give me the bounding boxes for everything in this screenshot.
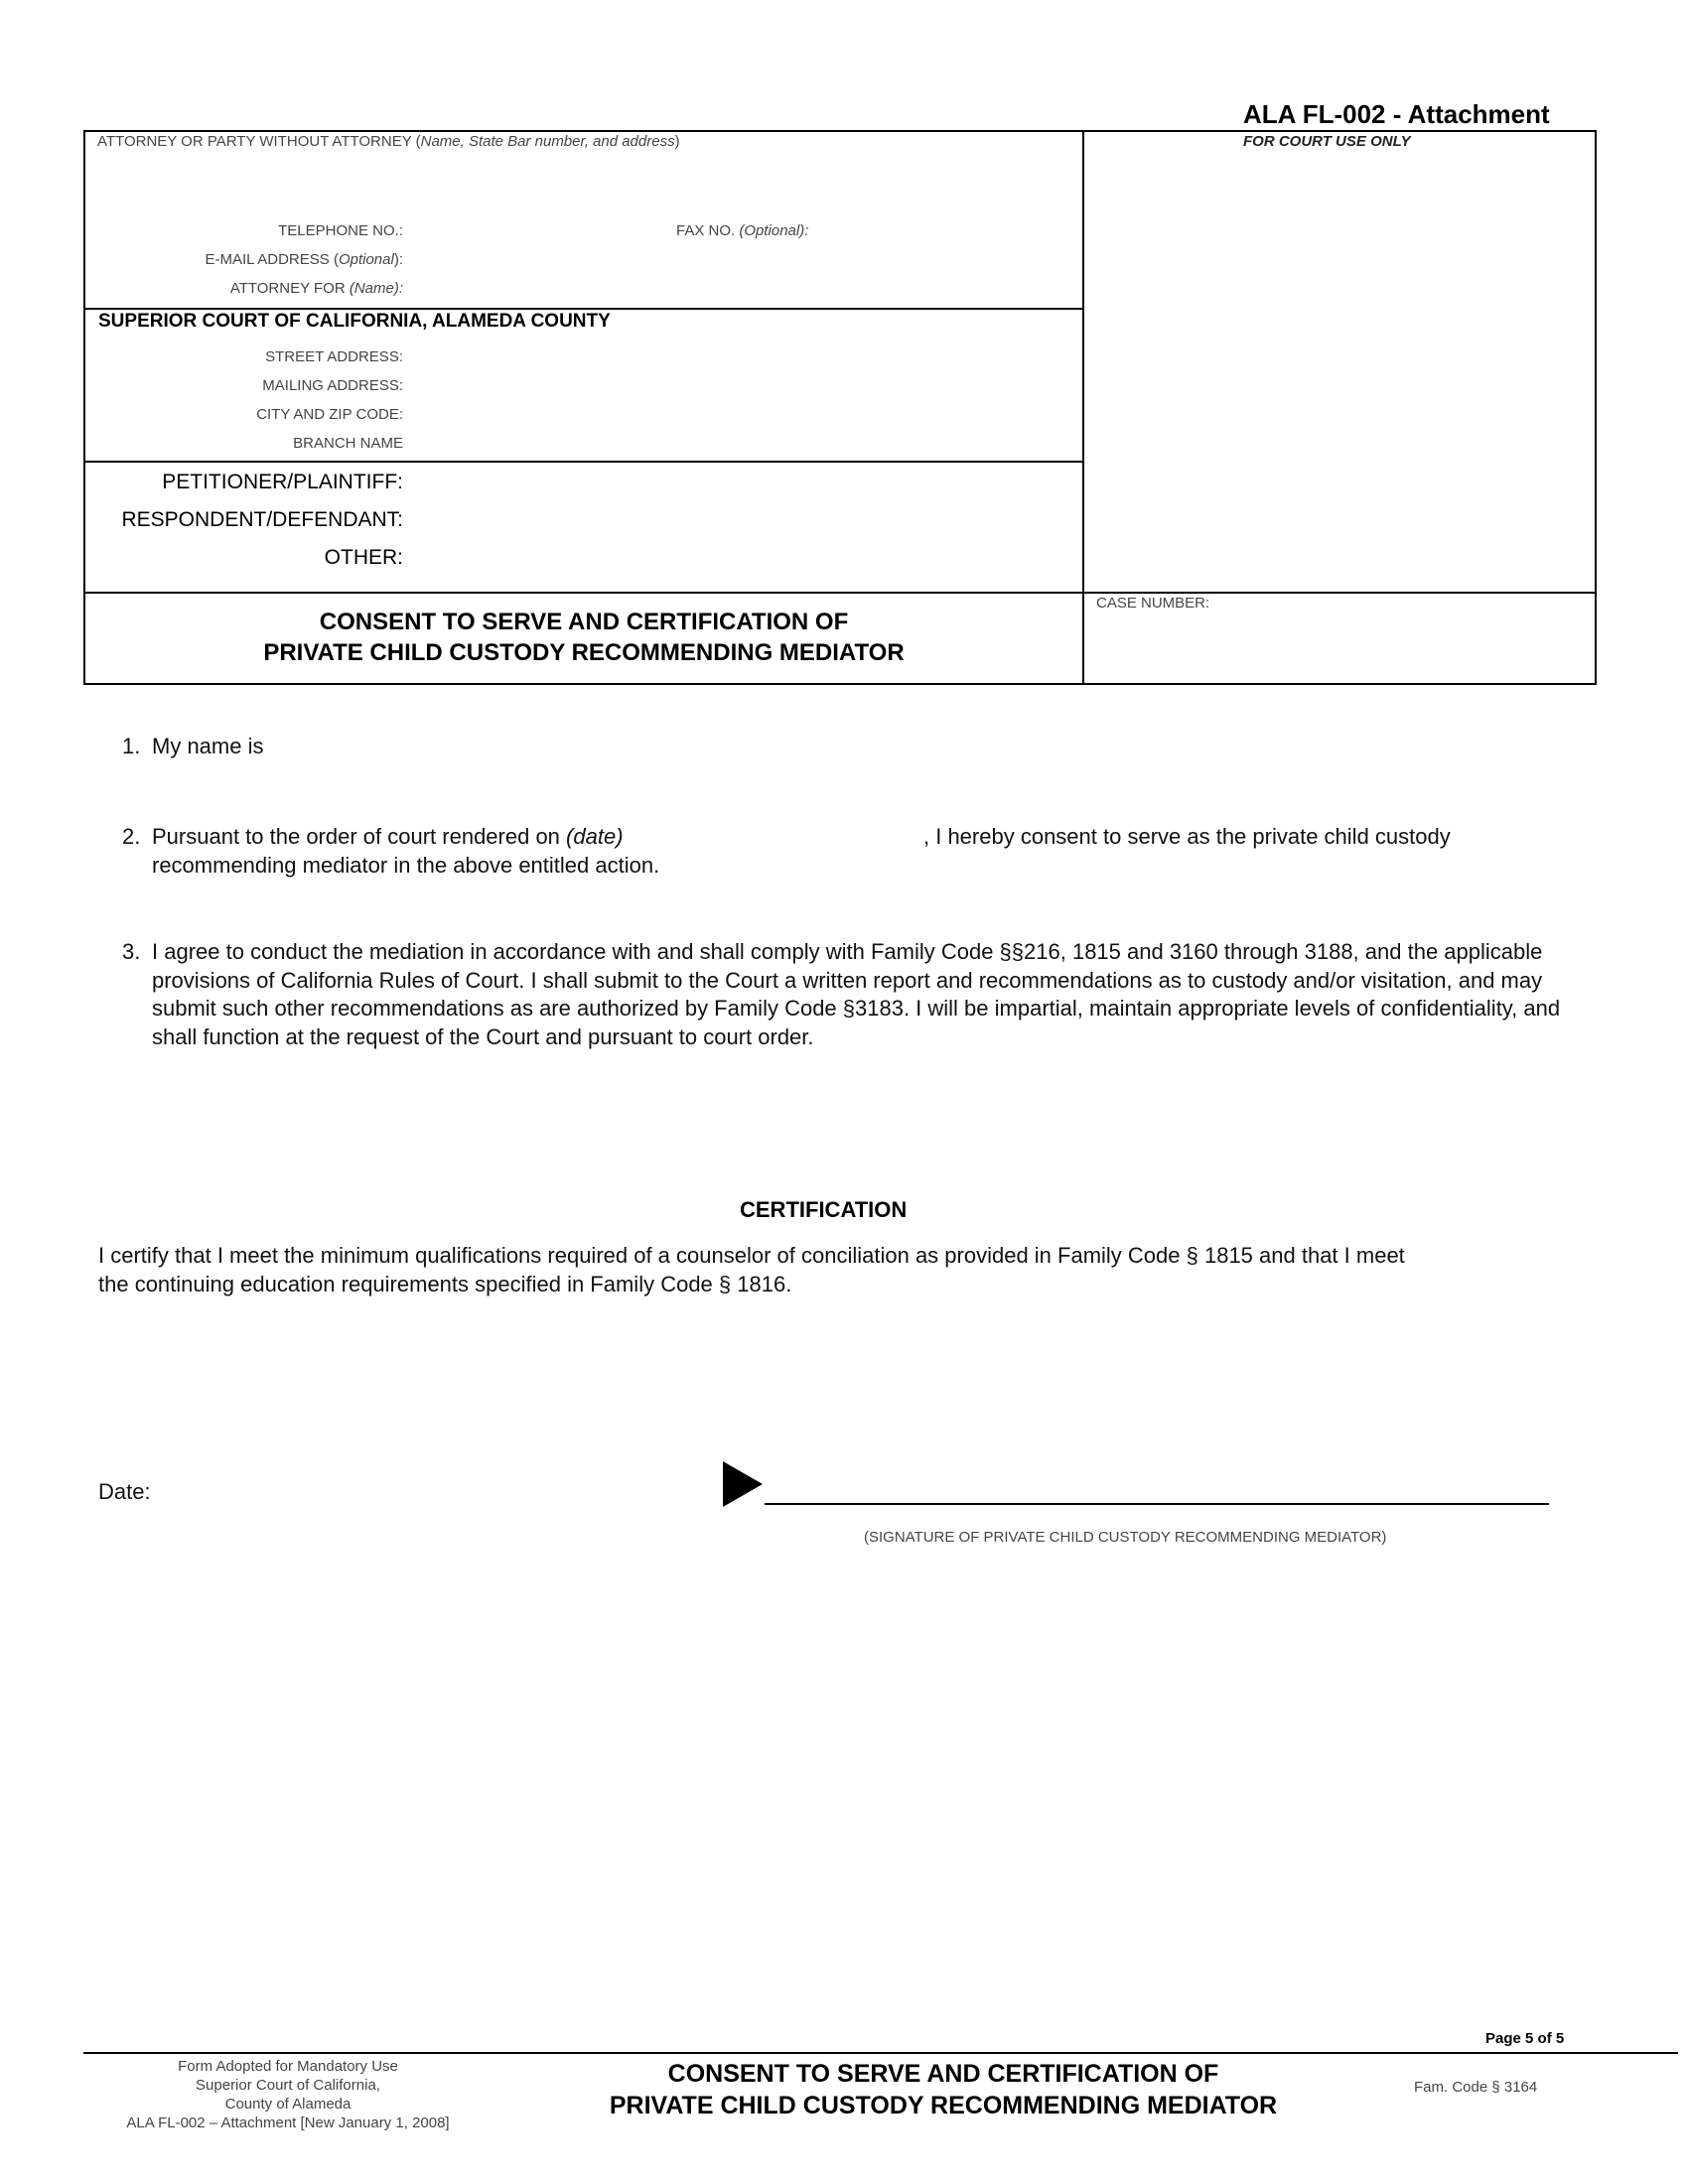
mailing-address-label: MAILING ADDRESS: xyxy=(262,377,403,394)
footer-title-line1: CONSENT TO SERVE AND CERTIFICATION OF xyxy=(667,2060,1219,2088)
rule-court xyxy=(83,461,1084,463)
other-label: OTHER: xyxy=(324,546,403,569)
attorney-for-name: (Name): xyxy=(349,280,403,297)
item-2-line1 xyxy=(122,823,1582,852)
respondent-label: RESPONDENT/DEFENDANT: xyxy=(121,508,403,531)
attorney-for-text: ATTORNEY FOR xyxy=(229,280,350,297)
footer-adopted-line2: Superior Court of California, xyxy=(196,2077,380,2094)
court-use-label: FOR COURT USE ONLY xyxy=(1243,133,1411,150)
item-2-before: Pursuant to the order of court rendered on xyxy=(152,824,567,849)
email-optional: Optional xyxy=(338,251,394,268)
petitioner-label: PETITIONER/PLAINTIFF: xyxy=(162,471,403,493)
signature-caption: (SIGNATURE OF PRIVATE CHILD CUSTODY RECOMMENDING MEDIATOR) xyxy=(864,1529,1387,1546)
item-3-number: 3. xyxy=(122,939,141,964)
email-label-close: ): xyxy=(393,251,403,268)
form-title xyxy=(85,607,1082,668)
form-id: ALA FL-002 - Attachment xyxy=(1243,99,1550,129)
email-label-text: E-MAIL ADDRESS ( xyxy=(205,251,339,268)
rule-parties xyxy=(83,592,1597,594)
footer-rule xyxy=(83,2052,1678,2054)
rule-attorney xyxy=(83,308,1084,310)
footer-adopted xyxy=(89,2057,487,2132)
signature-arrow-icon xyxy=(723,1461,763,1507)
item-1-text: My name is xyxy=(152,734,264,758)
item-2-after: , I hereby consent to serve as the private child custody xyxy=(923,824,1451,849)
footer-adopted-line1: Form Adopted for Mandatory Use xyxy=(178,2058,398,2075)
date-label: Date: xyxy=(98,1479,151,1504)
footer-title-line2: PRIVATE CHILD CUSTODY RECOMMENDING MEDIATOR xyxy=(609,2092,1278,2119)
signature-line xyxy=(765,1503,1549,1505)
attorney-label-text: ATTORNEY OR PARTY WITHOUT ATTORNEY ( xyxy=(97,133,421,150)
fax-label xyxy=(676,222,808,239)
item-2-line2: recommending mediator in the above entitled action. xyxy=(152,852,660,878)
item-2-number: 2. xyxy=(122,824,141,849)
item-2 xyxy=(122,823,1582,880)
caption-divider xyxy=(1082,130,1084,685)
case-number-label: CASE NUMBER: xyxy=(1096,595,1210,612)
fax-label-text: FAX NO. xyxy=(676,222,740,239)
email-label xyxy=(85,251,403,268)
certification-text xyxy=(98,1242,1637,1298)
fax-optional: (Optional): xyxy=(739,222,809,239)
court-name: SUPERIOR COURT OF CALIFORNIA, ALAMEDA COUNTY xyxy=(98,311,611,332)
page-number: Page 5 of 5 xyxy=(1485,2030,1565,2047)
telephone-label: TELEPHONE NO.: xyxy=(278,222,403,239)
branch-name-label: BRANCH NAME xyxy=(293,435,403,452)
attorney-label-italic: Name, State Bar number, and address xyxy=(420,133,675,150)
city-zip-label: CITY AND ZIP CODE: xyxy=(256,406,403,423)
certification-line1: I certify that I meet the minimum qualifications required of a counselor of conciliation as provided in Family Code § 1815 and that I meet xyxy=(98,1243,1405,1268)
item-3-text: I agree to conduct the mediation in accordance with and shall comply with Family Code §§216, 1815 and 3160 through 3188, and the applicable provisions of California Rules of Court. I shall submit to the Court a written report and recommendations as to custody and/or visitation, and may submit such other recommendations as are authorized by Family Code §3183. I will be impartial, maintain appropriate levels of confidentiality, and shall function at the request of the Court and pursuant to court order. xyxy=(152,939,1561,1049)
item-1 xyxy=(122,733,1582,761)
item-1-number: 1. xyxy=(122,734,141,758)
form-title-line1: CONSENT TO SERVE AND CERTIFICATION OF xyxy=(319,609,849,635)
attorney-label-close: ) xyxy=(674,133,680,150)
attorney-for-label xyxy=(85,280,403,297)
form-title-line2: PRIVATE CHILD CUSTODY RECOMMENDING MEDIATOR xyxy=(263,639,905,666)
certification-line2: the continuing education requirements specified in Family Code § 1816. xyxy=(98,1271,792,1297)
attorney-label xyxy=(97,133,680,150)
footer-adopted-line3: County of Alameda xyxy=(224,2096,352,2113)
certification-heading: CERTIFICATION xyxy=(740,1197,908,1222)
footer-code: Fam. Code § 3164 xyxy=(1414,2079,1538,2096)
footer-title xyxy=(546,2058,1340,2121)
item-3 xyxy=(122,938,1582,1051)
item-2-date: (date) xyxy=(566,824,624,849)
footer-adopted-line4: ALA FL-002 – Attachment [New January 1, 2008] xyxy=(126,2115,450,2131)
street-address-label: STREET ADDRESS: xyxy=(265,348,403,365)
